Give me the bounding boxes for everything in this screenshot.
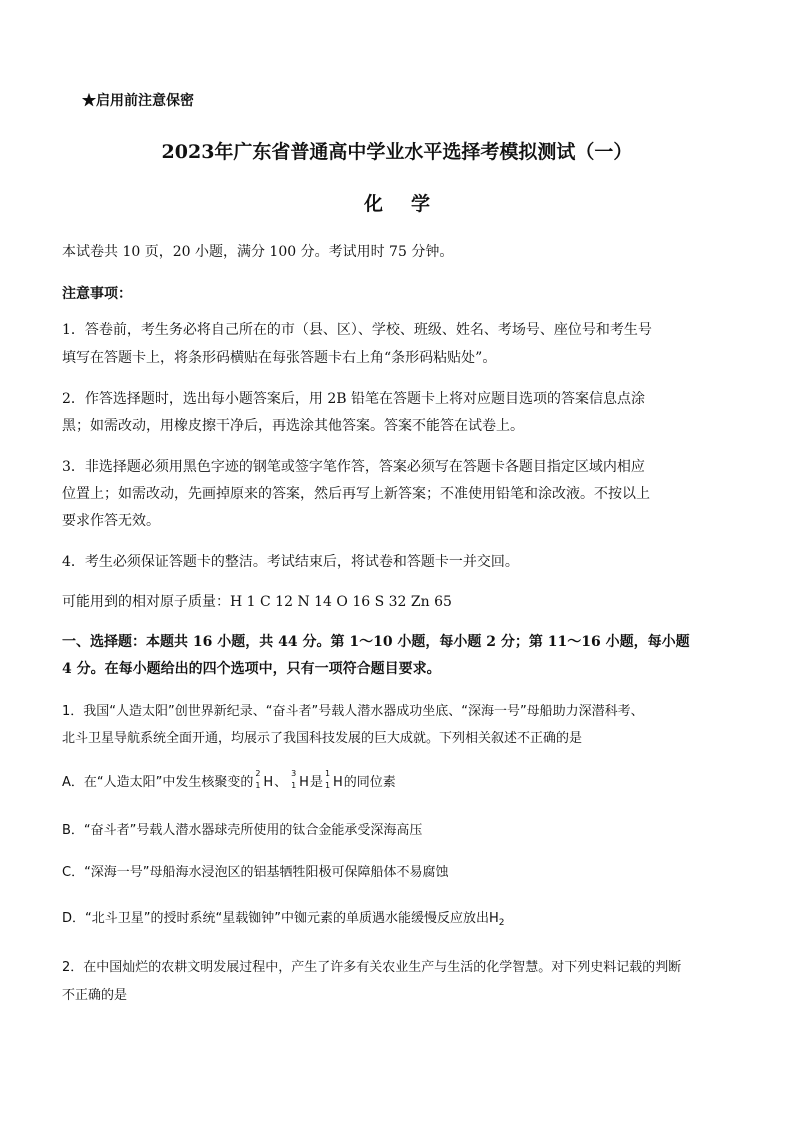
q1-option-a (62, 769, 396, 794)
q1-option-a-suffix: 的同位素 (343, 775, 396, 790)
nuclide-3-z: 1 (324, 781, 331, 790)
notice-3-line-3: 要求作答无效。 (62, 513, 160, 529)
q2-stem-line-2: 不正确的是 (62, 988, 128, 1003)
notice-heading: 注意事项： (62, 286, 132, 302)
q1-stem-line-2: 北斗卫星导航系统全面开通，均展示了我国科技发展的巨大成就。下列相关叙述不正确的是 (62, 731, 583, 746)
q2-stem-line-1: 2．在中国灿烂的农耕文明发展过程中，产生了许多有关农业生产与生活的化学智慧。对下列史料记载的判断 (62, 960, 682, 975)
nuclide-3-mass: 1 (324, 769, 331, 778)
notice-3-line-2: 位置上；如需改动，先画掉原来的答案，然后再写上新答案；不准使用铅笔和涂改液。不按以上 (62, 486, 650, 502)
q1-option-a-prefix: A．在“人造太阳”中发生核聚变的 (62, 775, 254, 790)
nuclide-2-symbol: H (299, 775, 309, 790)
atomic-masses: 可能用到的相对原子质量：H 1 C 12 N 14 O 16 S 32 Zn 65 (62, 594, 452, 610)
notice-3-line-1: 3．非选择题必须用黑色字迹的钢笔或签字笔作答，答案必须写在答题卡各题目指定区域内相应 (62, 459, 645, 475)
nuclide-3-symbol: H (332, 775, 343, 790)
nuclide-1-z: 1 (255, 781, 261, 790)
q1-option-b: B．“奋斗者”号载人潜水器球壳所使用的钛合金能承受深海高压 (62, 823, 423, 838)
q1-stem-line-1: 1．我国“人造太阳”创世界新纪录、“奋斗者”号载人潜水器成功坐底、“深海一号”母船助力深潜科考、 (62, 704, 644, 719)
nuclide-1-mass: 2 (255, 769, 261, 778)
confidential-notice: ★启用前注意保密 (82, 93, 194, 109)
q1-option-a-sep: 、 (274, 775, 288, 790)
nuclide-protium (324, 769, 343, 794)
notice-2-line-1: 2．作答选择题时，选出每小题答案后，用 2B 铅笔在答题卡上将对应题目选项的答案信息点涂 (62, 391, 646, 407)
notice-1-line-2: 填写在答题卡上，将条形码横贴在每张答题卡右上角“条形码粘贴处”。 (62, 350, 497, 366)
nuclide-2-mass: 3 (291, 769, 297, 778)
notice-4-line-1: 4．考生必须保证答题卡的整洁。考试结束后，将试卷和答题卡一并交回。 (62, 554, 519, 570)
nuclide-tritium (291, 769, 309, 794)
nuclide-deuterium (255, 769, 274, 794)
exam-summary: 本试卷共 10 页，20 小题，满分 100 分。考试用时 75 分钟。 (62, 244, 454, 260)
q1-option-d-subscript: 2 (498, 918, 505, 928)
notice-2-line-2: 黑；如需改动，用橡皮擦干净后，再选涂其他答案。答案不能答在试卷上。 (62, 418, 524, 434)
q1-option-d-text: D．“北斗卫星”的授时系统“星载铷钟”中铷元素的单质遇水能缓慢反应放出H (62, 911, 499, 926)
notice-1-line-1: 1．答卷前，考生务必将自己所在的市（县、区）、学校、班级、姓名、考场号、座位号和考生号 (62, 322, 652, 338)
q1-option-d (62, 908, 504, 934)
subject-title: 化学 (363, 193, 458, 215)
q1-option-c: C．“深海一号”母船海水浸泡区的铝基牺牲阳极可保障船体不易腐蚀 (62, 865, 449, 880)
q1-option-a-mid: 是 (309, 775, 323, 790)
section-1-heading-line-1: 一、选择题：本题共 16 小题，共 44 分。第 1～10 小题，每小题 2 分；第 11～16 小题，每小题 (62, 634, 690, 650)
nuclide-2-z: 1 (291, 781, 297, 790)
page-title: 2023年广东省普通高中学业水平选择考模拟测试（一） (161, 141, 633, 163)
nuclide-1-symbol: H (263, 775, 274, 790)
section-1-heading-line-2: 4 分。在每小题给出的四个选项中，只有一项符合题目要求。 (62, 661, 441, 677)
